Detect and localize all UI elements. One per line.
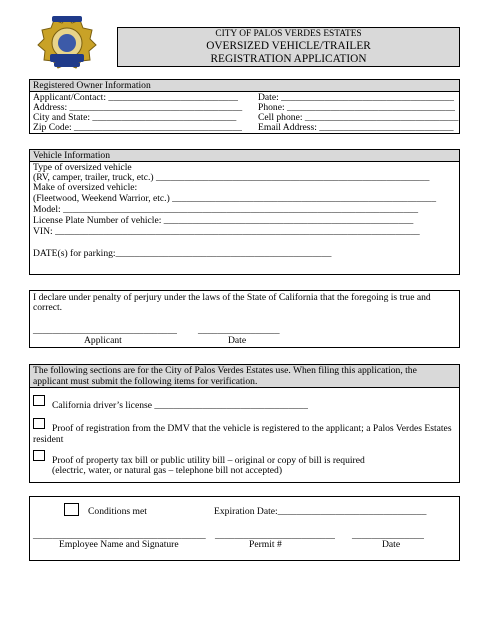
- zip-field[interactable]: Zip Code: ___________________________________: [33, 122, 242, 133]
- property-tax-item-cont: (electric, water, or natural gas – telephone bill not accepted): [52, 465, 283, 476]
- form-title-box: [117, 27, 460, 67]
- applicant-signature-line[interactable]: ______________________________: [33, 325, 177, 336]
- vehicle-section-heading: Vehicle Information: [30, 150, 459, 162]
- license-plate-field[interactable]: License Plate Number of vehicle: ____________________________________________________: [33, 215, 414, 226]
- dmv-registration-item: Proof of registration from the DMV that the vehicle is registered to the applicant; a Palos Verdes Estates: [52, 423, 452, 434]
- city-name: CITY OF PALOS VERDES ESTATES: [215, 29, 362, 39]
- vin-field[interactable]: VIN: ____________________________________________________________________________: [33, 226, 420, 237]
- city-use-heading: [30, 365, 459, 388]
- date-field[interactable]: Date: ____________________________________: [258, 92, 454, 103]
- city-state-field[interactable]: City and State: ______________________________: [33, 112, 237, 123]
- permit-number-line[interactable]: _________________________: [215, 530, 335, 541]
- form-title-line2: REGISTRATION APPLICATION: [210, 53, 367, 65]
- phone-field[interactable]: Phone: ___________________________________: [258, 102, 455, 113]
- declaration-date-line[interactable]: _________________: [198, 325, 280, 336]
- staff-approval-section: [29, 496, 460, 561]
- police-badge-icon: [36, 14, 98, 70]
- employee-signature-line[interactable]: ____________________________________: [33, 530, 206, 541]
- permit-number-label: Permit #: [249, 539, 282, 550]
- drivers-license-item: California driver’s license ________________________________: [52, 400, 308, 411]
- owner-section-heading: Registered Owner Information: [30, 80, 459, 92]
- model-field[interactable]: Model: __________________________________________________________________________: [33, 204, 419, 215]
- conditions-met-label: Conditions met: [88, 506, 147, 517]
- city-use-heading-line2: applicant must submit the following items for verification.: [33, 376, 258, 387]
- staff-date-label: Date: [382, 539, 401, 550]
- property-tax-checkbox[interactable]: [33, 450, 45, 461]
- parking-dates-field[interactable]: DATE(s) for parking:_____________________________________________: [33, 248, 332, 259]
- city-use-heading-line1: The following sections are for the City of Palos Verdes Estates use. When filing this application, the: [33, 365, 417, 376]
- declaration-text-cont: correct.: [33, 302, 63, 313]
- employee-name-label: Employee Name and Signature: [59, 539, 179, 550]
- property-tax-item: Proof of property tax bill or public utility bill – original or copy of bill is required: [52, 455, 365, 466]
- date-label: Date: [228, 335, 247, 346]
- drivers-license-checkbox[interactable]: [33, 395, 45, 406]
- declaration-section: [29, 290, 460, 348]
- expiration-date-field[interactable]: Expiration Date:_______________________________: [214, 506, 427, 517]
- vehicle-type-label: Type of oversized vehicle: [33, 162, 132, 173]
- vehicle-type-field[interactable]: (RV, camper, trailer, truck, etc.) _________________________________________________________: [33, 172, 430, 183]
- applicant-field[interactable]: Applicant/Contact: ___________________________: [33, 92, 238, 103]
- conditions-met-checkbox[interactable]: [64, 503, 79, 516]
- vehicle-make-label: Make of oversized vehicle:: [33, 182, 138, 193]
- dmv-registration-item-cont: resident: [33, 434, 64, 445]
- form-title-line1: OVERSIZED VEHICLE/TRAILER: [206, 40, 371, 52]
- address-field[interactable]: Address: ____________________________________: [33, 102, 243, 113]
- vehicle-section: [29, 149, 460, 275]
- email-field[interactable]: Email Address: ____________________________: [258, 122, 454, 133]
- vehicle-make-field[interactable]: (Fleetwood, Weekend Warrior, etc.) _______________________________________________________: [33, 193, 437, 204]
- cell-phone-field[interactable]: Cell phone: ________________________________: [258, 112, 459, 123]
- declaration-text: I declare under penalty of perjury under the laws of the State of California that the foregoing is true and: [33, 292, 431, 303]
- staff-date-line[interactable]: _______________: [352, 530, 424, 541]
- owner-section: [29, 79, 460, 134]
- applicant-label: Applicant: [84, 335, 122, 346]
- dmv-registration-checkbox[interactable]: [33, 418, 45, 429]
- city-use-section: [29, 364, 460, 483]
